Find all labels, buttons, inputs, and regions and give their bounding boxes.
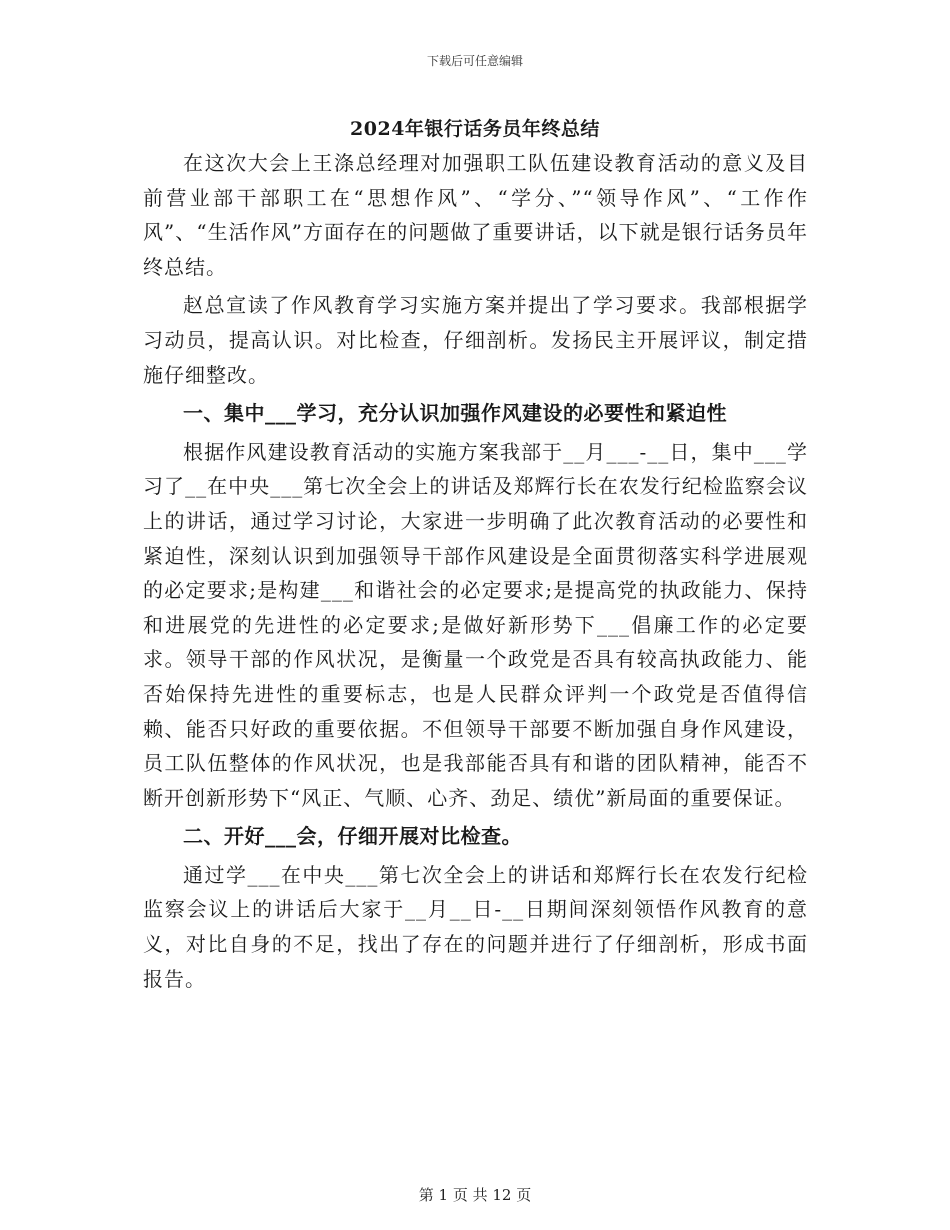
header-note: 下载后可任意编辑 — [426, 54, 523, 68]
section-heading-2: 二、开好___会，仔细开展对比检查。 — [183, 824, 522, 849]
paragraph-section-2: 通过学___在中央___第七次全会上的讲话和郑辉行长在农发行纪检监察会议上的讲话后大家于__月__日-__日期间深刻领悟作风教育的意义，对比自身的不足，找出了存在的问题并进行了仔细剖析，形成书面报告。 — [143, 862, 808, 991]
paragraph-intro: 在这次大会上王涤总经理对加强职工队伍建设教育活动的意义及目前营业部干部职工在“思想作风”、“学分、”“领导作风”、“工作作风”、“生活作风”方面存在的问题做了重要讲话，以下就是银行话务员年终总结。 — [143, 151, 808, 279]
section-heading-1: 一、集中___学习，充分认识加强作风建设的必要性和紧迫性 — [183, 401, 727, 426]
document-title: 2024年银行话务员年终总结 — [350, 118, 600, 140]
paragraph-requirements: 赵总宣读了作风教育学习实施方案并提出了学习要求。我部根据学习动员，提高认识。对比检查，仔细剖析。发扬民主开展评议，制定措施仔细整改。 — [143, 293, 808, 387]
page-number-footer: 第 1 页 共 12 页 — [418, 1186, 532, 1204]
paragraph-section-1: 根据作风建设教育活动的实施方案我部于__月___-__日，集中___学习了__在中央___第七次全会上的讲话及郑辉行长在农发行纪检监察会议上的讲话，通过学习讨论，大家进一步明确了此次教育活动的必要性和紧迫性，深刻认识到加强领导干部作风建设是全面贯彻落实科学进展观的必定要求;是构建___和谐社会的必定要求;是提高党的执政能力、保持和进展党的先进性的必定要求;是做好新形势下___倡廉工作的必定要求。领导干部的作风状况，是衡量一个政党是否具有较高执政能力、能否始保持先进性的重要标志，也是人民群众评判一个政党是否值得信赖、能否只好政的重要依据。不但领导干部要不断加强自身作风建设，员工队伍整体的作风状况，也是我部能否具有和谐的团队精神，能否不断开创新形势下“风正、气顺、心齐、劲足、绩优”新局面的重要保证。 — [143, 439, 808, 810]
document-body — [143, 146, 808, 996]
